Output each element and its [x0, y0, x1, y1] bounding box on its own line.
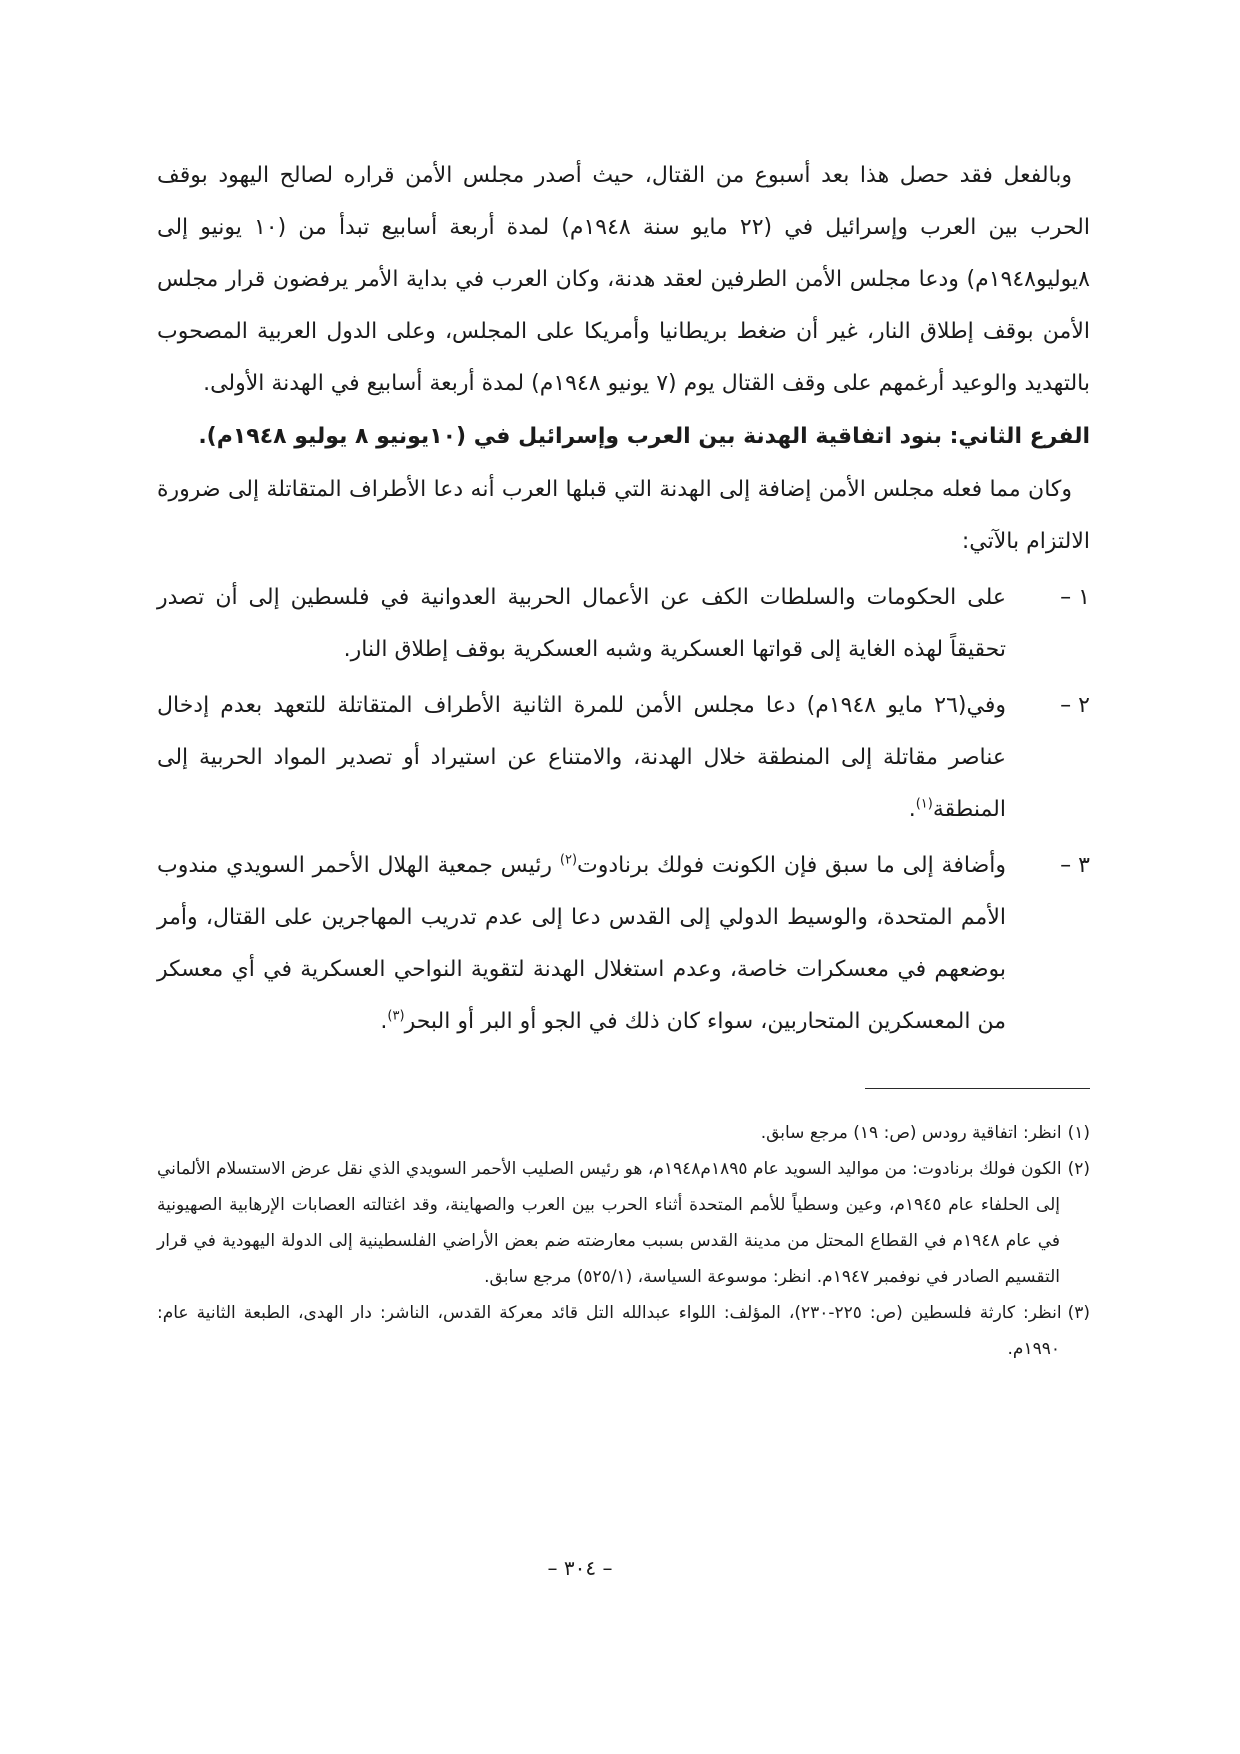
main-text: [157, 150, 1090, 1367]
footnotes: [157, 1088, 1090, 1367]
footnote-ref: (١): [915, 796, 933, 812]
footnote: [157, 1115, 1090, 1151]
footnote-text: انظر: كارثة فلسطين (ص: ٢٢٥-٢٣٠)، المؤلف: اللواء عبدالله التل قائد معركة القدس، الناشر: دار الهدى، الطبعة الثانية عام: ١٩٩٠م.: [157, 1303, 1062, 1359]
list-item: [157, 572, 1090, 676]
footnote-ref: (٢): [559, 852, 578, 868]
list-item: [157, 840, 1090, 1048]
list-item: [157, 680, 1090, 836]
footnote-text: الكون فولك برنادوت: من مواليد السويد عام ١٨٩٥م١٩٤٨م، هو رئيس الصليب الأحمر السويدي الذي نقل عرض الاستسلام الألماني إلى الحلفاء عام ١٩٤٥م، وعين وسطياً للأمم المتحدة أثناء الحرب بين العرب والصهاينة، وقد اغتالته العصابات الإرهابية الصهيونية في عام ١٩٤٨م في القطاع المحتل من مدينة القدس بسبب معارضته ضم بعض الأراضي الفلسطينية إلى الدولة اليهودية في قرار التقسيم الصادر في نوفمبر ١٩٤٧م. انظر: موسوعة السياسة، (٥٢٥/١) مرجع سابق.: [157, 1159, 1062, 1287]
footnote: [157, 1151, 1090, 1295]
list-item-end: .: [380, 1009, 388, 1034]
footnote-text: انظر: اتفاقية رودس (ص: ١٩) مرجع سابق.: [760, 1123, 1062, 1143]
paragraph-intro: وكان مما فعله مجلس الأمن إضافة إلى الهدنة التي قبلها العرب أنه دعا الأطراف المتقاتلة إلى ضرورة الالتزام بالآتي:: [157, 477, 1090, 554]
list-item-body: وفي(٢٦ مايو ١٩٤٨م) دعا مجلس الأمن للمرة الثانية الأطراف المتقاتلة للتعهد بعدم إدخال عناصر مقاتلة إلى المنطقة خلال الهدنة، والامتناع عن استيراد أو تصدير المواد الحربية إلى المنطقة: [157, 693, 1006, 822]
list-marker: ٣ –: [1060, 853, 1090, 878]
list-item-body: على الحكومات والسلطات الكف عن الأعمال الحربية العدوانية في فلسطين إلى أن تصدر تحقيقاً لهذه الغاية إلى قواتها العسكرية وشبه العسكرية بوقف إطلاق النار.: [157, 585, 1006, 662]
list-marker: ١ –: [1060, 585, 1090, 610]
list-item-text: [157, 680, 1006, 836]
footnote-number: (١): [1067, 1123, 1090, 1143]
page-number: – ٣٠٤ –: [547, 1556, 613, 1580]
paragraph-ceasefire: وبالفعل فقد حصل هذا بعد أسبوع من القتال، حيث أصدر مجلس الأمن قراره لصالح اليهود بوقف الحرب بين العرب وإسرائيل في (٢٢ مايو سنة ١٩٤٨م) لمدة أربعة أسابيع تبدأ من (١٠ يونيو إلى ٨يوليو١٩٤٨م) ودعا مجلس الأمن الطرفين لعقد هدنة، وكان العرب في بداية الأمر يرفضون قرار مجلس الأمن بوقف إطلاق النار، غير أن ضغط بريطانيا وأمريكا على المجلس، وعلى الدول العربية المصحوب بالتهديد والوعيد أرغمهم على وقف القتال يوم (٧ يونيو ١٩٤٨م) لمدة أربعة أسابيع في الهدنة الأولى.: [157, 163, 1090, 396]
numbered-list: [157, 572, 1090, 1048]
list-item-body: وأضافة إلى ما سبق فإن الكونت فولك برنادوت: [577, 853, 1006, 878]
list-item-text: [157, 840, 1006, 1048]
list-item-body-continued: رئيس جمعية الهلال الأحمر السويدي مندوب الأمم المتحدة، والوسيط الدولي إلى القدس دعا إلى عدم تدريب المهاجرين على القتال، وأمر بوضعهم في معسكرات خاصة، وعدم استغلال الهدنة لتقوية النواحي العسكرية في أي معسكر من المعسكرين المتحاربين، سواء كان ذلك في الجو أو البر أو البحر: [157, 853, 1006, 1034]
footnote-ref: (٣): [387, 1008, 405, 1024]
footnote-divider: [865, 1088, 1090, 1089]
list-item-text: [157, 572, 1006, 676]
section-heading: الفرع الثاني: بنود اتفاقية الهدنة بين العرب وإسرائيل في (١٠يونيو ٨ يوليو ١٩٤٨م).: [198, 424, 1090, 449]
footnote-number: (٢): [1067, 1159, 1090, 1179]
list-item-end: .: [908, 797, 916, 822]
footnote-number: (٣): [1067, 1303, 1090, 1323]
footnote: [157, 1295, 1090, 1367]
list-marker: ٢ –: [1060, 693, 1090, 718]
